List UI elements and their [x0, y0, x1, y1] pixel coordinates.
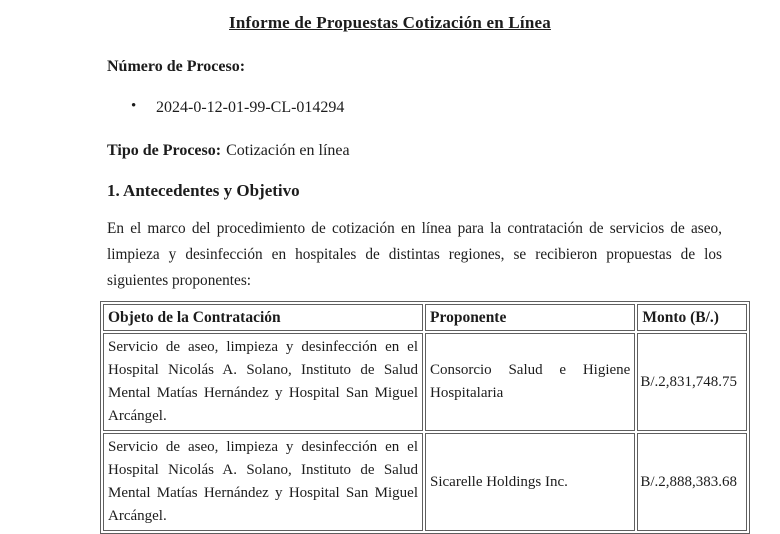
process-number-label: Número de Proceso:: [107, 58, 246, 75]
header-monto: Monto (B/.): [637, 304, 747, 331]
intro-paragraph: En el marco del procedimiento de cotización en línea para la contratación de servicios de aseo, limpieza y desinfección en hospitales de distintas regiones, se recibieron propuestas de los siguientes proponentes:: [107, 220, 722, 289]
proposals-table-body: [103, 333, 747, 531]
header-objeto-contratacion: Objeto de la Contratación: [103, 304, 423, 331]
process-type-line: [107, 140, 722, 161]
cell-proponente: Sicarelle Holdings Inc.: [425, 433, 635, 531]
proposals-table-head: [103, 304, 747, 331]
cell-objeto: Servicio de aseo, limpieza y desinfección en el Hospital Nicolás A. Solano, Instituto de Salud Mental Matías Hernández y Hospital San Miguel Arcángel.: [103, 333, 423, 431]
process-number-list: [131, 97, 722, 118]
cell-monto: B/.2,888,383.68: [637, 433, 747, 531]
table-row: [103, 333, 747, 431]
header-proponente: Proponente: [425, 304, 635, 331]
proposals-table: [100, 301, 750, 534]
cell-monto: B/.2,831,748.75: [637, 333, 747, 431]
process-number-line: [107, 56, 722, 77]
process-type-label: Tipo de Proceso:: [107, 142, 222, 159]
table-row: [103, 433, 747, 531]
cell-proponente: Consorcio Salud e Higiene Hospitalaria: [425, 333, 635, 431]
table-header-row: [103, 304, 747, 331]
document-title: Informe de Propuestas Cotización en Línea: [229, 13, 551, 32]
process-number-item: • 2024-0-12-01-99-CL-014294: [131, 97, 722, 118]
process-type-value: Cotización en línea: [226, 142, 350, 159]
cell-objeto: Servicio de aseo, limpieza y desinfección en el Hospital Nicolás A. Solano, Instituto de Salud Mental Matías Hernández y Hospital San Miguel Arcángel.: [103, 433, 423, 531]
section-heading: 1. Antecedentes y Objetivo: [107, 181, 300, 200]
